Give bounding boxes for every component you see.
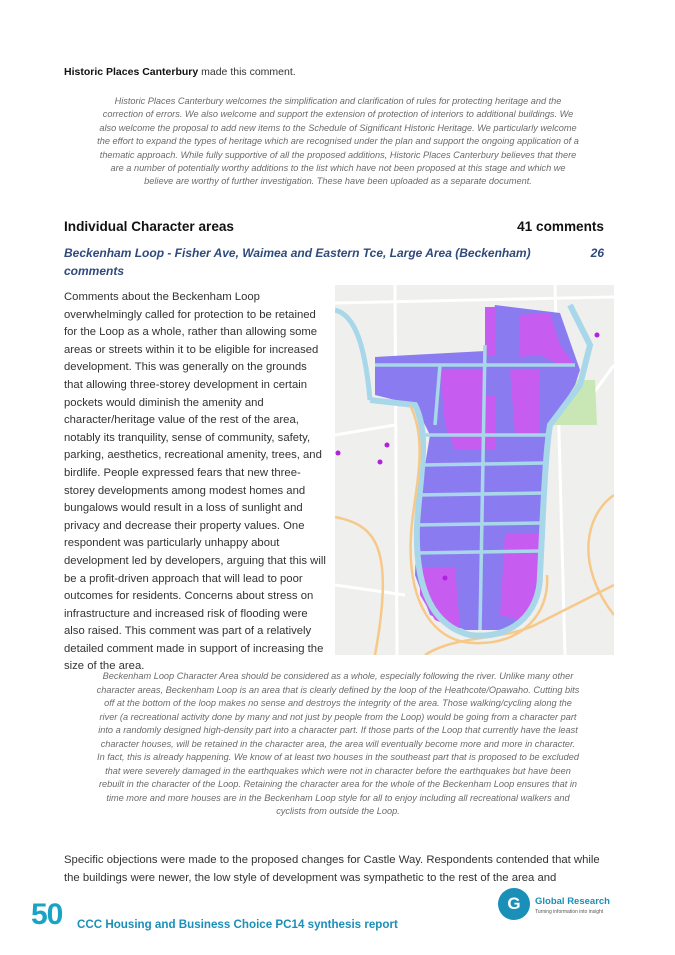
subsection-count-suffix: comments (64, 264, 125, 278)
subsection-heading (64, 244, 604, 280)
page-number: 50 (31, 898, 63, 931)
subsection-title: Beckenham Loop - Fisher Ave, Waimea and Eastern Tce, Large Area (Beckenham) (64, 246, 531, 260)
attribution-suffix: made this comment. (198, 66, 296, 78)
paragraph-beckenham-loop: Comments about the Beckenham Loop overwhelmingly called for protection to be retained for the Loop as a whole, rather than allowing some areas or streets within it to be eligible for increased development. This was generally on the grounds that allowing three-storey development in certain pockets would diminish the amenity and character/heritage value of the rest of the area, notably its tranquility, sense of community, safety, parking, aesthetics, recreational amenity, trees, and birdlife. People expressed fears that new three-storey developments among modest homes and bungalows would result in a loss of sunlight and privacy and decrease their property values. One respondent was particularly unhappy about development led by developers, arguing that this will be a profit-driven approach that will lead to poor outcomes for residents. Concerns about stress on infrastructure and increased risk of flooding were also raised. This comment was part of a relatively detailed comment made in support of increasing the size of the area. (64, 291, 326, 673)
report-title: CCC Housing and Business Choice PC14 synthesis report (77, 918, 398, 931)
quote-beckenham-loop: Beckenham Loop Character Area should be considered as a whole, especially following the river. Unlike many other character areas, Beckenham Loop is an area that is clearly defined by the loop of the Heathcote/Opawaho. Cutting bits off at the bottom of the loop makes no sense and destroys the integrity of the area. Those walking/cycling along the river (a recreational activity done by many and not just by people from the Loop) would be going from a character part into a randomly designed high-density part into a character part. If those parts of the Loop that currently have the least character houses, will be retained in the character area, the area will eventually become more and more in character. In fact, this is already happening. We know of at least two houses in the southeast part that is proposed to be excluded that were severely damaged in the earthquakes which were not in character before the earthquakes but have been rebuilt in the character of the Loop. Retaining the character area for the whole of the Beckenham Loop ensures that in time more and more houses are in the Beckenham Loop style for all to enjoy including all recreational walkers and cyclists from outside the Loop. (96, 671, 580, 816)
attribution-line (64, 66, 296, 78)
beckenham-loop-map (335, 285, 614, 655)
map-graphic (335, 285, 614, 655)
logo-tagline: Turning information into insight (535, 909, 604, 915)
quote-historic-places: Historic Places Canterbury welcomes the simplification and clarification of rules for protecting heritage and the correction of errors. We also welcome and support the extension of protection of interiors to additional buildings. We also welcome the proposal to add new items to the Schedule of Significant Historic Heritage. We particularly welcome the effort to expand the types of heritage which are recognised under the plan and support the ongoing application of a thematic approach. While fully supportive of all the proposed additions, Historic Places Canterbury believes that there are a number of potentially worthy additions to the list which have not been proposed at this stage and which we believe are worthy of further investigation. These have been uploaded as a separate document. (97, 96, 579, 187)
subsection-count: 26 (590, 246, 604, 260)
paragraph-castle-way: Specific objections were made to the proposed changes for Castle Way. Respondents contended that while the buildings were newer, the low style of development was sympathetic to the rest of the area and (64, 854, 600, 884)
logo-name: Global Research (535, 896, 610, 907)
section-heading (64, 219, 604, 234)
section-title: Individual Character areas (64, 219, 234, 234)
global-research-logo (498, 888, 648, 922)
global-research-logo-icon: G (498, 888, 530, 920)
attribution-org: Historic Places Canterbury (64, 66, 199, 78)
section-comment-count: 41 comments (517, 219, 604, 234)
